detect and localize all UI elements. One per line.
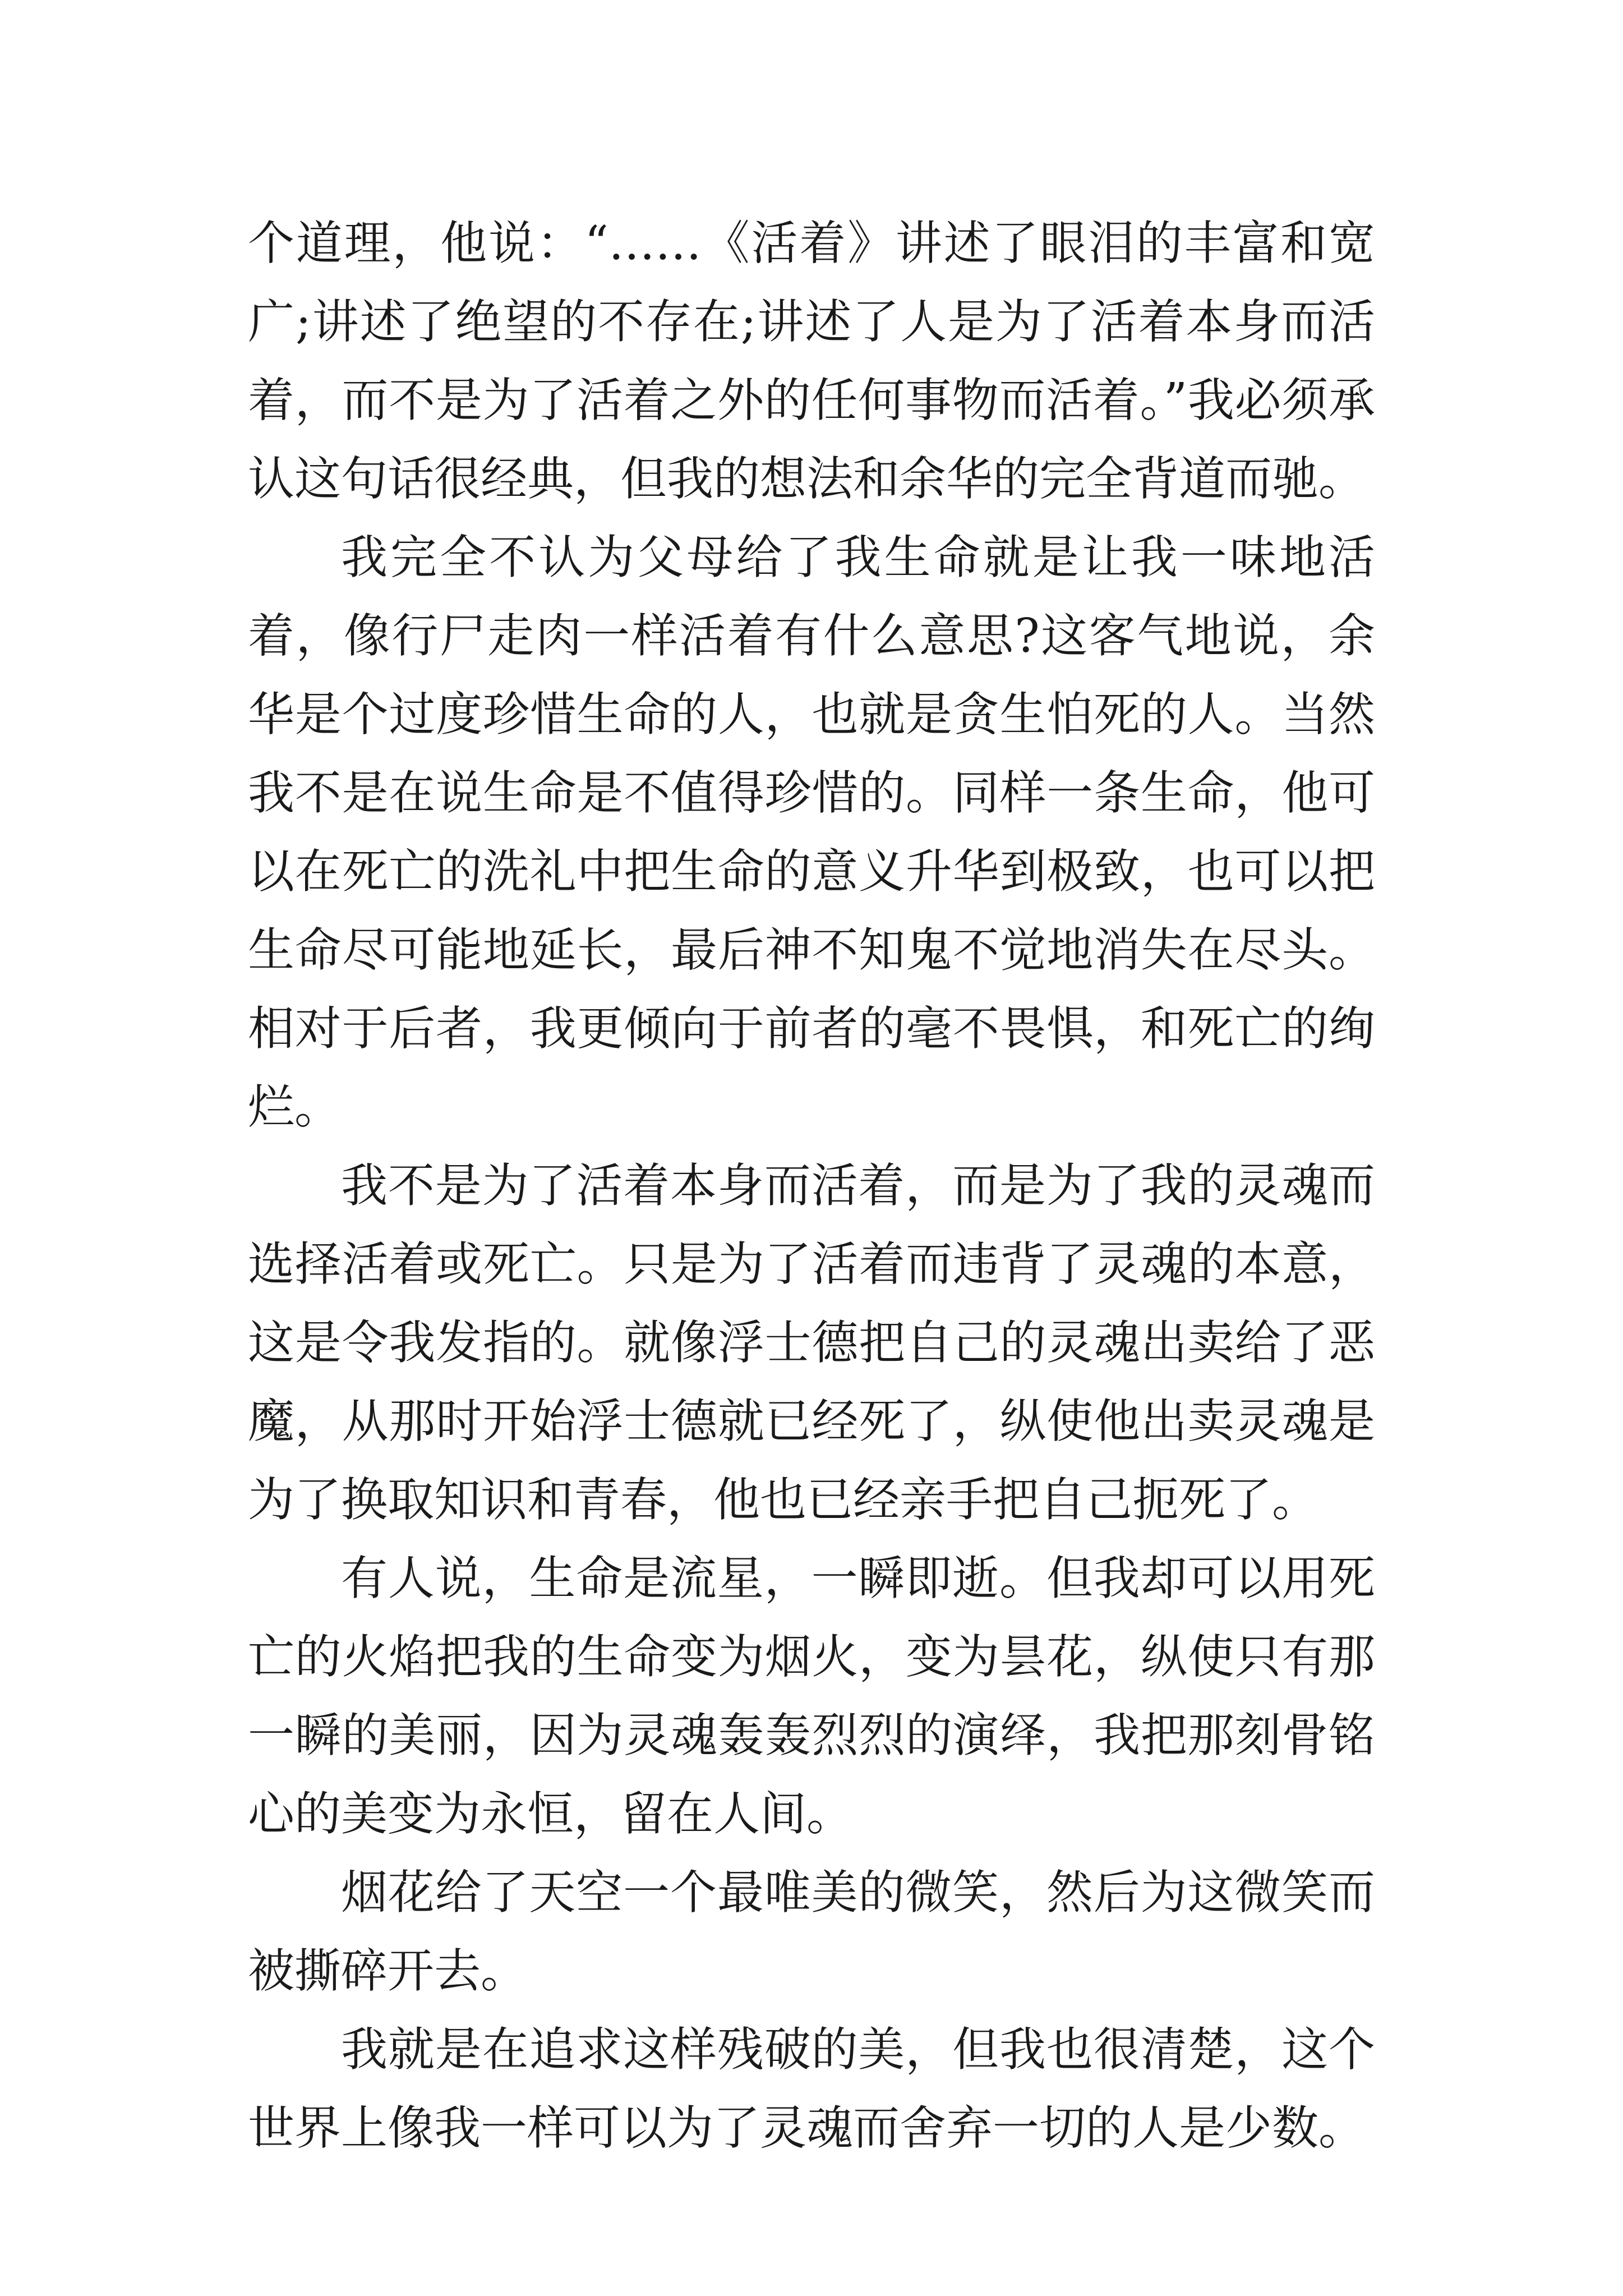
paragraph-3: 我不是为了活着本身而活着，而是为了我的灵魂而选择活着或死亡。只是为了活着而违背了灵魂的本意，这是令我发指的。就像浮士德把自己的灵魂出卖给了恶魔，从那时开始浮士德就已经死了，纵使他出卖灵魂是为了换取知识和青春，他也已经亲手把自己扼死了。: [248, 1158, 1375, 1527]
paragraph-2: 我完全不认为父母给了我生命就是让我一味地活着，像行尸走肉一样活着有什么意思?这客气地说，余华是个过度珍惜生命的人，也就是贪生怕死的人。当然我不是在说生命是不值得珍惜的。同样一条生命，他可以在死亡的洗礼中把生命的意义升华到极致，也可以把生命尽可能地延长，最后神不知鬼不觉地消失在尽头。相对于后者，我更倾向于前者的毫不畏惧，和死亡的绚烂。: [248, 530, 1375, 1134]
paragraph-5: 烟花给了天空一个最唯美的微笑，然后为这微笑而被撕碎开去。: [248, 1865, 1375, 1998]
document-body: [248, 204, 1375, 2168]
paragraph-4: 有人说，生命是流星，一瞬即逝。但我却可以用死亡的火焰把我的生命变为烟火，变为昙花，纵使只有那一瞬的美丽，因为灵魂轰轰烈烈的演绎，我把那刻骨铭心的美变为永恒，留在人间。: [248, 1551, 1375, 1841]
paragraph-1: 个道理，他说：“……《活着》讲述了眼泪的丰富和宽广;讲述了绝望的不存在;讲述了人是为了活着本身而活着，而不是为了活着之外的任何事物而活着。”我必须承认这句话很经典，但我的想法和余华的完全背道而驰。: [248, 216, 1375, 506]
paragraph-6: 我就是在追求这样残破的美，但我也很清楚，这个世界上像我一样可以为了灵魂而舍弃一切的人是少数。: [248, 2022, 1375, 2155]
